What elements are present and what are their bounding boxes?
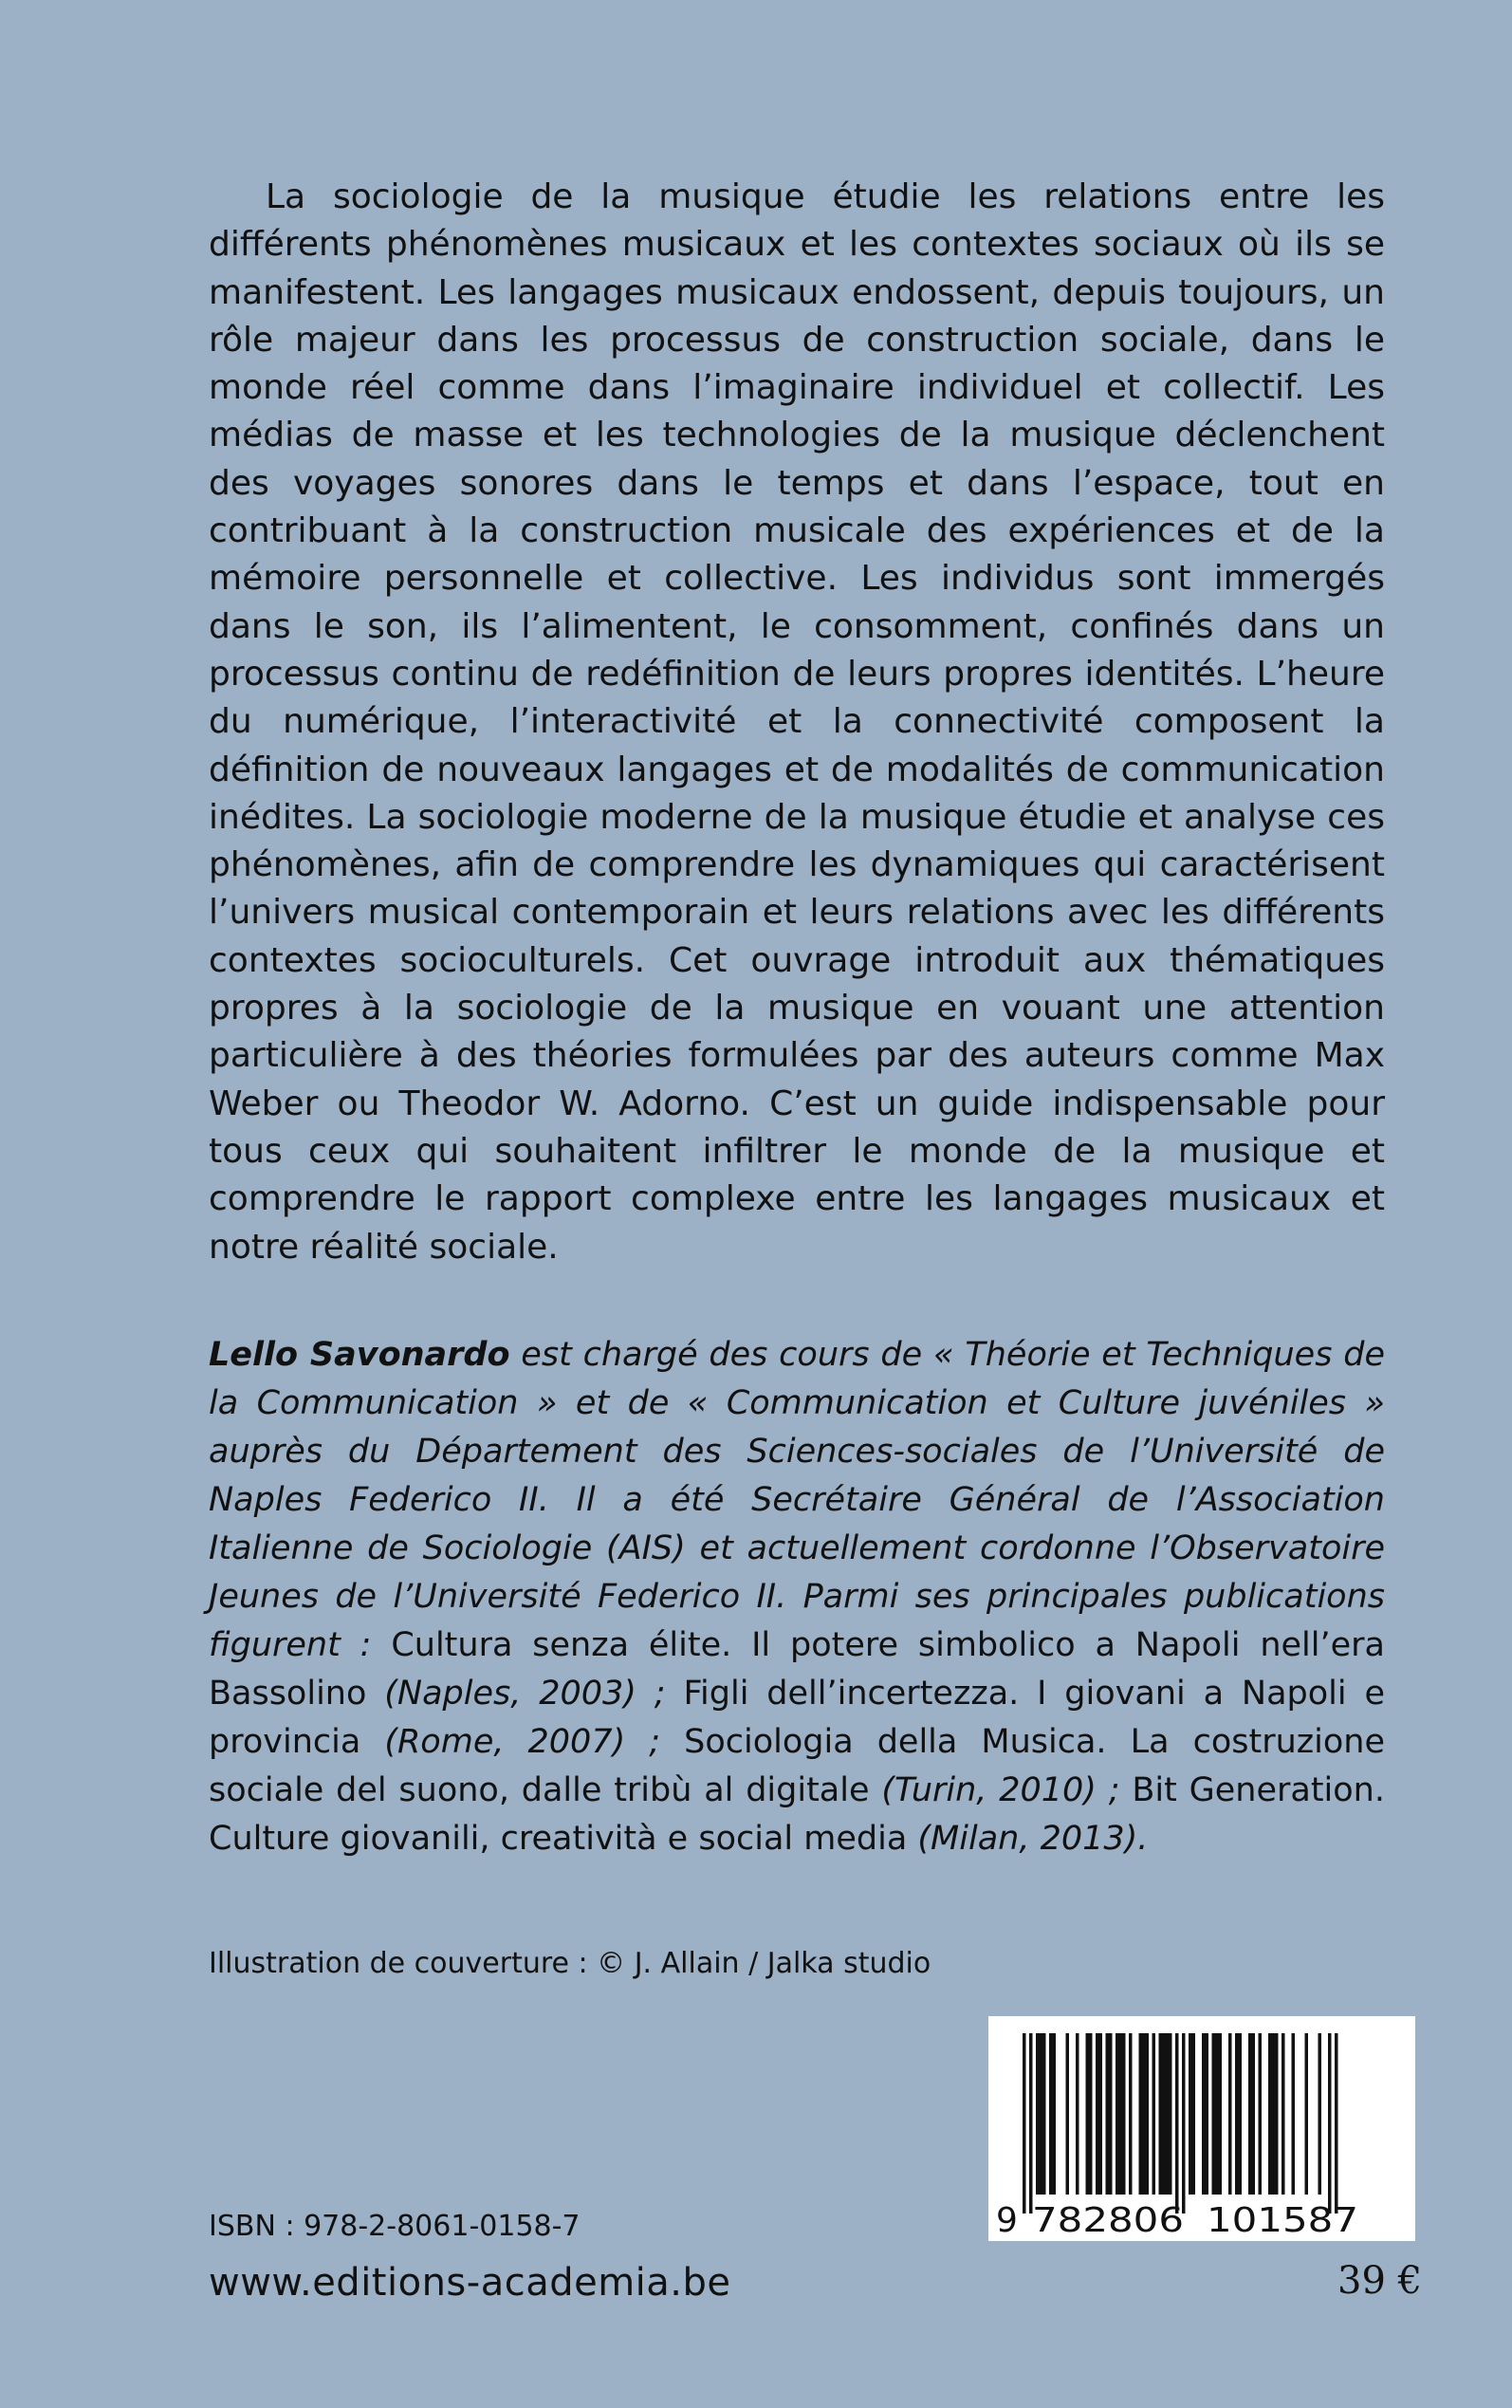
barcode-bar bbox=[1252, 2033, 1256, 2195]
barcode-bar bbox=[1040, 2033, 1043, 2195]
barcode-bar bbox=[1096, 2033, 1099, 2195]
work-detail: (Turin, 2010) ; bbox=[869, 1771, 1133, 1809]
barcode-bar bbox=[1268, 2033, 1272, 2195]
website-link[interactable]: www.editions-academia.be bbox=[209, 2261, 731, 2305]
barcode-bar bbox=[1192, 2033, 1196, 2195]
work-title: Figli dell’incertezza. I giovani a Napoli e provincia bbox=[209, 1675, 1385, 1761]
barcode-bar bbox=[1023, 2033, 1026, 2214]
barcode-bar bbox=[1248, 2033, 1252, 2195]
work-detail: (Rome, 2007) ; bbox=[360, 1723, 685, 1761]
barcode-bar bbox=[1212, 2033, 1216, 2195]
barcode-bar bbox=[1159, 2033, 1163, 2195]
barcode-bar bbox=[1169, 2033, 1172, 2195]
work-detail: (Milan, 2013). bbox=[907, 1820, 1149, 1858]
barcode-bar bbox=[1219, 2033, 1223, 2195]
barcode-bar bbox=[1182, 2033, 1186, 2214]
barcode-bar bbox=[1099, 2033, 1103, 2195]
barcode-bar bbox=[1215, 2033, 1219, 2195]
price: 39 € bbox=[1337, 2259, 1423, 2303]
isbn: ISBN : 978-2-8061-0158-7 bbox=[209, 2210, 581, 2243]
barcode-bar bbox=[1272, 2033, 1276, 2195]
barcode-first-digit: 9 bbox=[996, 2201, 1018, 2240]
barcode-bar bbox=[1076, 2033, 1079, 2195]
barcode-bar bbox=[1146, 2033, 1150, 2195]
barcode-bar bbox=[1305, 2033, 1309, 2195]
barcode-bar bbox=[1109, 2033, 1113, 2195]
barcode-bar bbox=[1318, 2033, 1322, 2195]
work-detail: (Naples, 2003) ; bbox=[366, 1675, 684, 1713]
barcode-bar bbox=[1282, 2033, 1285, 2195]
barcode-left-digits: 782806 bbox=[1032, 2201, 1184, 2240]
barcode-bar bbox=[1206, 2033, 1209, 2195]
work-title: Sociologia della Musica. La costruzione sociale del suono, dalle tribù al digitale bbox=[209, 1723, 1385, 1809]
bio-intro: est chargé des cours de « Théorie et Techniques de la Communication » et de « Communication et Culture juvéniles » auprès du Département des Sciences-sociales de l’Université de Naples Federico II. Il a été Secrétaire Général de l’Association Italienne de Sociologie (AIS) et actuellement cordonne l’Observatoire Jeunes de l’Université Federico II. Parmi ses principales publications figurent : bbox=[209, 1336, 1385, 1664]
barcode-bar bbox=[1328, 2033, 1332, 2214]
barcode-graphic bbox=[988, 2016, 1415, 2241]
barcode-bar bbox=[1086, 2033, 1090, 2195]
work-title: Bit Generation. Culture giovanili, creatività e social media bbox=[209, 1771, 1385, 1858]
barcode-bar bbox=[1175, 2033, 1179, 2214]
barcode-bar bbox=[1119, 2033, 1123, 2195]
barcode-bar bbox=[1142, 2033, 1146, 2195]
work-title: Cultura senza élite. Il potere simbolico a Napoli nell’era Bassolino bbox=[209, 1626, 1385, 1713]
barcode-bar bbox=[1275, 2033, 1279, 2195]
barcode-bar bbox=[1106, 2033, 1110, 2195]
barcode-bar bbox=[1049, 2033, 1053, 2195]
author-bio bbox=[209, 1331, 1385, 1863]
barcode-bar bbox=[1122, 2033, 1126, 2195]
barcode-right-digits: 101587 bbox=[1207, 2201, 1358, 2240]
barcode-bar bbox=[1239, 2033, 1243, 2195]
barcode-bar bbox=[1066, 2033, 1070, 2195]
cover-credit: Illustration de couverture : © J. Allain / Jalka studio bbox=[209, 1947, 931, 1980]
barcode-bar bbox=[1029, 2033, 1033, 2214]
barcode-bar bbox=[1042, 2033, 1046, 2195]
barcode-bar bbox=[1335, 2033, 1338, 2214]
barcode-bar bbox=[1152, 2033, 1156, 2195]
barcode-bar bbox=[1189, 2033, 1192, 2195]
barcode-bar bbox=[1139, 2033, 1143, 2195]
barcode-bar bbox=[1053, 2033, 1057, 2195]
barcode-bar bbox=[1166, 2033, 1170, 2195]
barcode-bar bbox=[1036, 2033, 1040, 2195]
barcode-bar bbox=[1259, 2033, 1263, 2195]
barcode-bar bbox=[1129, 2033, 1133, 2195]
barcode-bar bbox=[1228, 2033, 1232, 2195]
barcode-bars bbox=[1023, 2033, 1338, 2214]
barcode-bar bbox=[1089, 2033, 1093, 2195]
barcode bbox=[988, 2016, 1415, 2241]
book-synopsis: La sociologie de la musique étudie les relations entre les différents phénomènes musicaux et les contextes sociaux où ils se manifestent. Les langages musicaux endossent, depuis toujours, un rôle majeur dans les processus de construction sociale, dans le monde réel comme dans l’imaginaire individuel et collectif. Les médias de masse et les technologies de la musique déclenchent des voyages sonores dans le temps et dans l’espace, tout en contribuant à la construction musicale des expériences et de la mémoire personnelle et collective. Les individus sont immergés dans le son, ils l’alimentent, le consomment, confinés dans un processus continu de redéfinition de leurs propres identités. L’heure du numérique, l’interactivité et la connectivité composent la définition de nouveaux langages et de modalités de communication inédites. La sociologie moderne de la musique étudie et analyse ces phénomènes, afin de comprendre les dynamiques qui caractérisent l’univers musical contemporain et leurs relations avec les différents contextes socioculturels. Cet ouvrage introduit aux thématiques propres à la sociologie de la musique en vouant une attention particulière à des théories formulées par des auteurs comme Max Weber ou Theodor W. Adorno. C’est un guide indispensable pour tous ceux qui souhaitent infiltrer le monde de la musique et comprendre le rapport complexe entre les langages musicaux et notre réalité sociale. bbox=[209, 177, 1385, 1267]
barcode-bar bbox=[1235, 2033, 1239, 2195]
barcode-bar bbox=[1202, 2033, 1206, 2195]
barcode-bar bbox=[1116, 2033, 1119, 2195]
barcode-bar bbox=[1162, 2033, 1166, 2195]
author-name: Lello Savonardo bbox=[209, 1336, 510, 1374]
barcode-bar bbox=[1292, 2033, 1296, 2195]
